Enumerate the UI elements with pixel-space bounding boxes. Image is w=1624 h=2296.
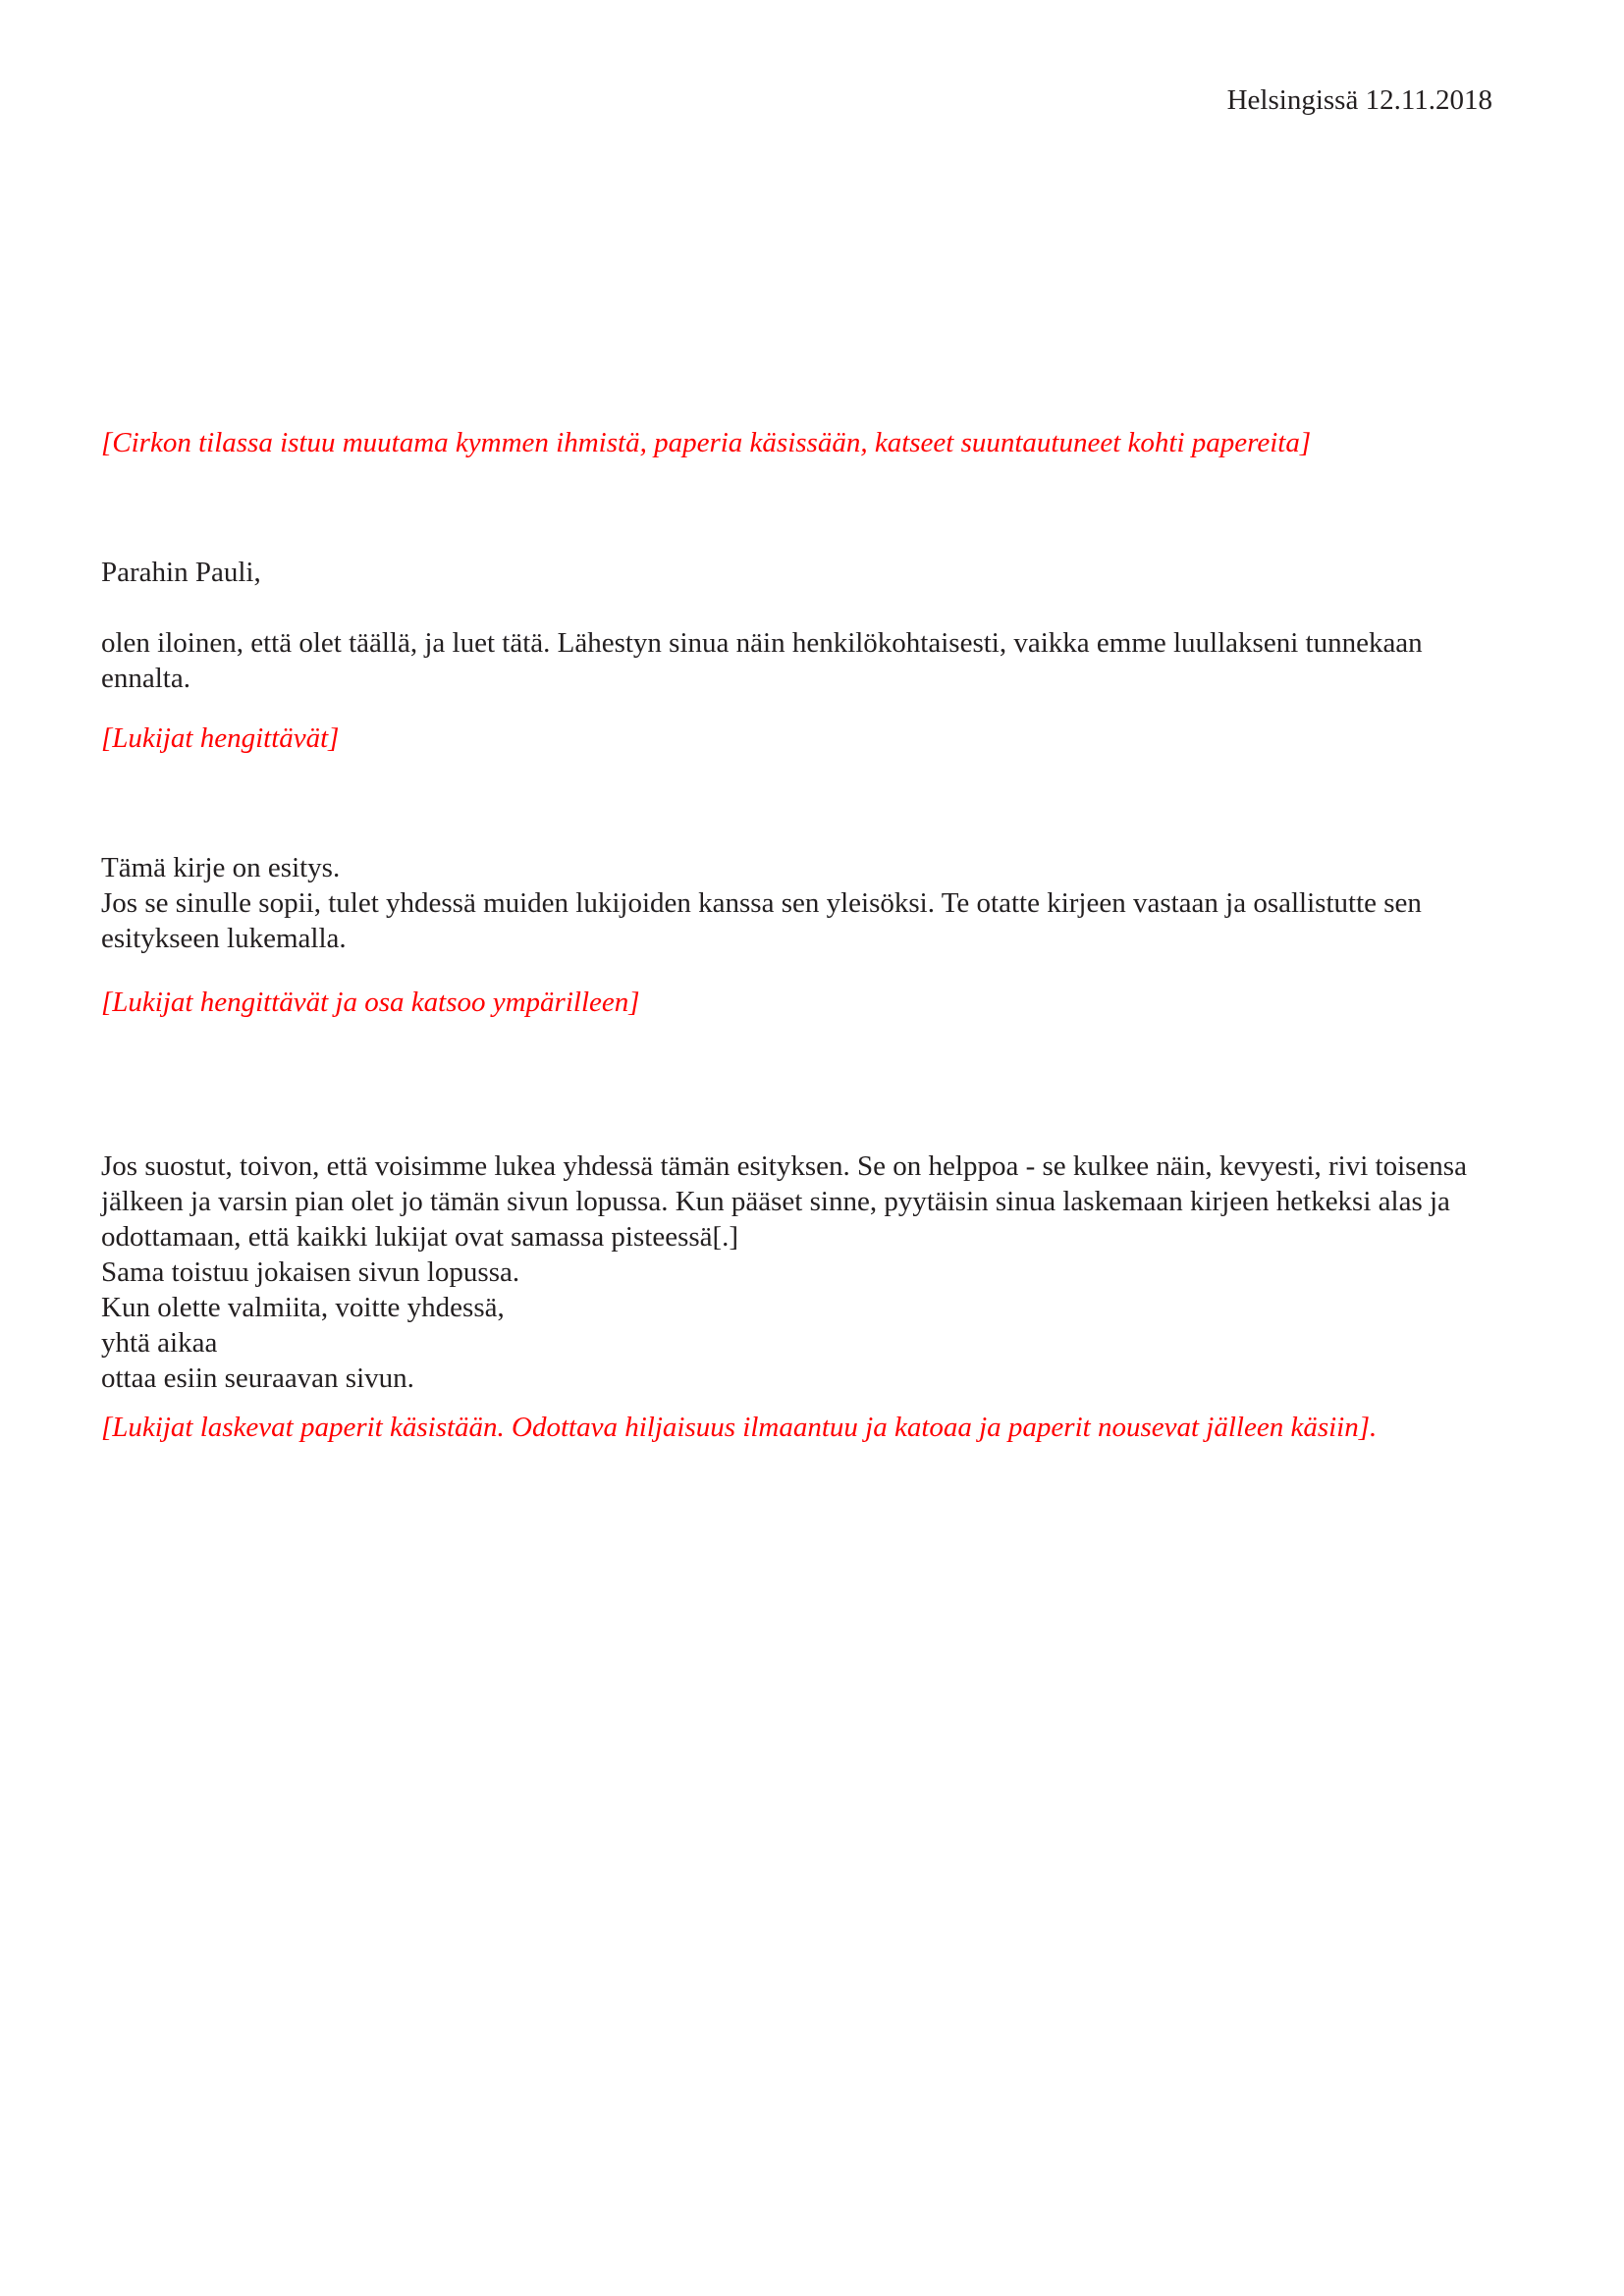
salutation: Parahin Pauli, (101, 557, 261, 588)
paragraph-3-line-3: Kun olette valmiita, voitte yhdessä, (101, 1292, 505, 1323)
paragraph-3 (101, 1148, 1500, 1396)
paragraph-3-line-5: ottaa esiin seuraavan sivun. (101, 1362, 414, 1394)
paragraph-3-body: Jos suostut, toivon, että voisimme lukea yhdessä tämän esityksen. Se on helppoa - se kulkee näin, kevyesti, rivi toisensa jälkeen ja varsin pian olet jo tämän sivun lopussa. Kun pääset sinne, pyytäisin sinua laskemaan kirjeen hetkeksi alas ja odottamaan, että kaikki lukijat ovat samassa pisteessä[.] (101, 1150, 1467, 1253)
paragraph-3-line-4: yhtä aikaa (101, 1327, 218, 1359)
stage-direction-2: [Lukijat hengittävät] (101, 722, 340, 754)
stage-direction-4: [Lukijat laskevat paperit käsistään. Odottava hiljaisuus ilmaantuu ja katoaa ja paperit nousevat jälleen käsiin]. (101, 1412, 1378, 1443)
paragraph-3-line-2: Sama toistuu jokaisen sivun lopussa. (101, 1256, 520, 1288)
stage-direction-3: [Lukijat hengittävät ja osa katsoo ympärilleen] (101, 987, 640, 1018)
paragraph-1: olen iloinen, että olet täällä, ja luet tätä. Lähestyn sinua näin henkilökohtaisesti, vaikka emme luullakseni tunnekaan ennalta. (101, 627, 1423, 694)
paragraph-2-body: Jos se sinulle sopii, tulet yhdessä muiden lukijoiden kanssa sen yleisöksi. Te otatte kirjeen vastaan ja osallistutte sen esitykseen lukemalla. (101, 887, 1422, 954)
date-line: Helsingissä 12.11.2018 (1226, 84, 1492, 116)
paragraph-2-line-1: Tämä kirje on esitys. (101, 852, 341, 883)
paragraph-2 (101, 850, 1500, 956)
stage-direction-1: [Cirkon tilassa istuu muutama kymmen ihmistä, paperia käsissään, katseet suuntautuneet kohti papereita] (101, 427, 1312, 458)
